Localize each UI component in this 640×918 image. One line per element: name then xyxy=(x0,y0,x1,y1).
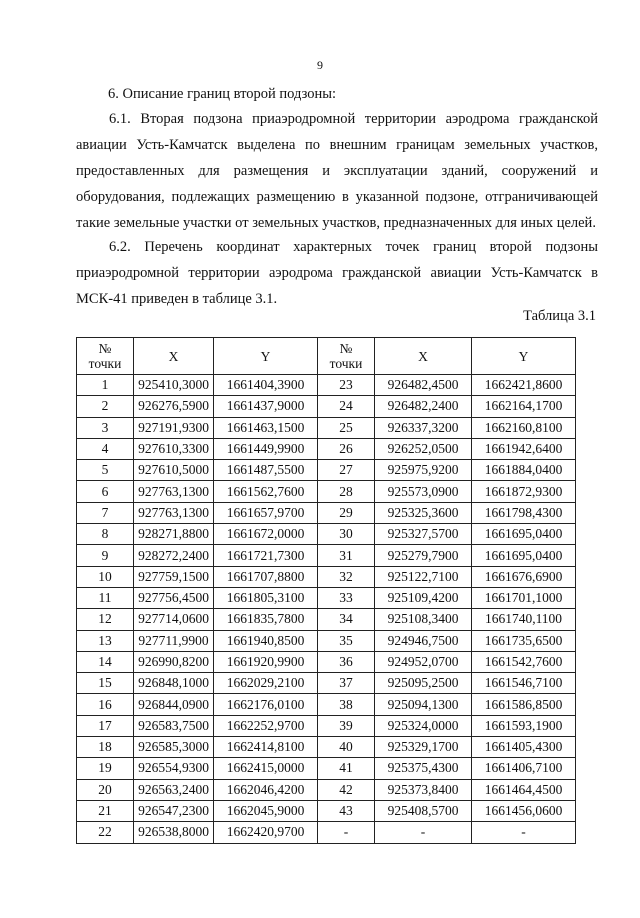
cell-y: 1661562,7600 xyxy=(214,481,318,502)
cell-point-number-2: 40 xyxy=(318,737,375,758)
table-row xyxy=(77,438,576,459)
cell-x-2: 926482,4500 xyxy=(375,375,472,396)
cell-y-2: 1661456,0600 xyxy=(472,800,576,821)
cell-point-number-2: 43 xyxy=(318,800,375,821)
cell-x-2: 925279,7900 xyxy=(375,545,472,566)
cell-y-2: 1661405,4300 xyxy=(472,737,576,758)
cell-point-number-2: 27 xyxy=(318,460,375,481)
cell-point-number: 8 xyxy=(77,524,134,545)
cell-x: 927759,1500 xyxy=(134,566,214,587)
header-x-2: X xyxy=(375,338,472,375)
cell-y-2: 1661942,6400 xyxy=(472,438,576,459)
cell-x: 927711,9900 xyxy=(134,630,214,651)
cell-x-2: 925408,5700 xyxy=(375,800,472,821)
cell-x: 927191,9300 xyxy=(134,417,214,438)
cell-x-2: - xyxy=(375,822,472,843)
cell-y: 1661487,5500 xyxy=(214,460,318,481)
table-row xyxy=(77,737,576,758)
cell-x: 927763,1300 xyxy=(134,502,214,523)
cell-point-number-2: 34 xyxy=(318,609,375,630)
cell-y-2: - xyxy=(472,822,576,843)
cell-x-2: 925975,9200 xyxy=(375,460,472,481)
cell-x: 928271,8800 xyxy=(134,524,214,545)
cell-point-number-2: - xyxy=(318,822,375,843)
table-row xyxy=(77,545,576,566)
cell-x: 928272,2400 xyxy=(134,545,214,566)
cell-point-number: 4 xyxy=(77,438,134,459)
cell-y-2: 1661798,4300 xyxy=(472,502,576,523)
cell-y-2: 1662164,1700 xyxy=(472,396,576,417)
header-num-label: точки xyxy=(329,356,363,371)
cell-y-2: 1661546,7100 xyxy=(472,673,576,694)
cell-point-number: 3 xyxy=(77,417,134,438)
cell-y-2: 1661872,9300 xyxy=(472,481,576,502)
cell-y-2: 1661542,7600 xyxy=(472,651,576,672)
table-row xyxy=(77,396,576,417)
cell-y: 1661940,8500 xyxy=(214,630,318,651)
cell-x-2: 924946,7500 xyxy=(375,630,472,651)
cell-point-number-2: 28 xyxy=(318,481,375,502)
cell-y-2: 1661701,1000 xyxy=(472,587,576,608)
cell-y: 1661404,3900 xyxy=(214,375,318,396)
cell-point-number-2: 23 xyxy=(318,375,375,396)
cell-point-number-2: 32 xyxy=(318,566,375,587)
table-row xyxy=(77,587,576,608)
header-y: Y xyxy=(214,338,318,375)
cell-y-2: 1661740,1100 xyxy=(472,609,576,630)
table-row xyxy=(77,758,576,779)
cell-y: 1661672,0000 xyxy=(214,524,318,545)
table-row xyxy=(77,694,576,715)
table-header-row xyxy=(77,338,576,375)
header-point-number-2 xyxy=(318,338,375,375)
cell-y: 1662415,0000 xyxy=(214,758,318,779)
cell-point-number-2: 29 xyxy=(318,502,375,523)
cell-point-number: 18 xyxy=(77,737,134,758)
table-row xyxy=(77,566,576,587)
cell-point-number: 11 xyxy=(77,587,134,608)
paragraph-6-2: 6.2. Перечень координат характерных точек границ второй подзоны приаэродромной территории аэродрома гражданской авиации Усть-Камчатск в МСК-41 приведен в таблице 3.1. xyxy=(76,239,598,307)
cell-x-2: 925095,2500 xyxy=(375,673,472,694)
cell-x-2: 926482,2400 xyxy=(375,396,472,417)
cell-y: 1662414,8100 xyxy=(214,737,318,758)
paragraph-6-1: 6.1. Вторая подзона приаэродромной территории аэродрома гражданской авиации Усть-Камчатск выделена по внешним границам земельных участков, предоставленных для размещения и эксплуатации зданий, сооружений и оборудования, подлежащих размещению в указанной подзоне, отграничивающей такие земельные участки от земельных участков, предназначенных для иных целей. xyxy=(76,111,598,231)
cell-point-number-2: 25 xyxy=(318,417,375,438)
cell-point-number: 5 xyxy=(77,460,134,481)
cell-point-number-2: 39 xyxy=(318,715,375,736)
cell-y: 1661721,7300 xyxy=(214,545,318,566)
cell-x: 926848,1000 xyxy=(134,673,214,694)
table-row xyxy=(77,524,576,545)
table-row xyxy=(77,822,576,843)
cell-x-2: 925329,1700 xyxy=(375,737,472,758)
cell-y: 1661463,1500 xyxy=(214,417,318,438)
cell-point-number-2: 38 xyxy=(318,694,375,715)
cell-point-number: 17 xyxy=(77,715,134,736)
cell-x: 926585,3000 xyxy=(134,737,214,758)
cell-y-2: 1661884,0400 xyxy=(472,460,576,481)
cell-y: 1661707,8800 xyxy=(214,566,318,587)
cell-point-number-2: 33 xyxy=(318,587,375,608)
cell-x-2: 926252,0500 xyxy=(375,438,472,459)
table-row xyxy=(77,673,576,694)
table-row xyxy=(77,800,576,821)
cell-x: 926844,0900 xyxy=(134,694,214,715)
cell-point-number-2: 36 xyxy=(318,651,375,672)
cell-y-2: 1661676,6900 xyxy=(472,566,576,587)
header-y-2: Y xyxy=(472,338,576,375)
table-row xyxy=(77,417,576,438)
cell-y: 1662420,9700 xyxy=(214,822,318,843)
table-caption: Таблица 3.1 xyxy=(523,308,596,324)
table-row xyxy=(77,651,576,672)
header-num-symbol: № xyxy=(98,341,112,356)
cell-point-number: 22 xyxy=(77,822,134,843)
cell-point-number: 13 xyxy=(77,630,134,651)
cell-point-number: 20 xyxy=(77,779,134,800)
cell-x: 927610,3300 xyxy=(134,438,214,459)
cell-point-number: 6 xyxy=(77,481,134,502)
cell-x-2: 925324,0000 xyxy=(375,715,472,736)
cell-point-number-2: 30 xyxy=(318,524,375,545)
cell-point-number: 2 xyxy=(77,396,134,417)
cell-x-2: 925375,4300 xyxy=(375,758,472,779)
cell-point-number: 10 xyxy=(77,566,134,587)
cell-y-2: 1662421,8600 xyxy=(472,375,576,396)
cell-x: 926538,8000 xyxy=(134,822,214,843)
cell-y: 1661449,9900 xyxy=(214,438,318,459)
cell-point-number: 21 xyxy=(77,800,134,821)
cell-y: 1662176,0100 xyxy=(214,694,318,715)
cell-x-2: 925109,4200 xyxy=(375,587,472,608)
cell-point-number-2: 37 xyxy=(318,673,375,694)
cell-x-2: 925122,7100 xyxy=(375,566,472,587)
cell-x-2: 925327,5700 xyxy=(375,524,472,545)
cell-y-2: 1662160,8100 xyxy=(472,417,576,438)
cell-y-2: 1661406,7100 xyxy=(472,758,576,779)
cell-x: 927756,4500 xyxy=(134,587,214,608)
cell-y: 1661657,9700 xyxy=(214,502,318,523)
table-row xyxy=(77,630,576,651)
header-num-label: точки xyxy=(88,356,122,371)
cell-x: 926990,8200 xyxy=(134,651,214,672)
header-x: X xyxy=(134,338,214,375)
cell-x-2: 925373,8400 xyxy=(375,779,472,800)
cell-x: 926547,2300 xyxy=(134,800,214,821)
cell-y: 1662045,9000 xyxy=(214,800,318,821)
cell-y-2: 1661695,0400 xyxy=(472,545,576,566)
cell-point-number: 19 xyxy=(77,758,134,779)
cell-y: 1661920,9900 xyxy=(214,651,318,672)
cell-y-2: 1661735,6500 xyxy=(472,630,576,651)
cell-x-2: 924952,0700 xyxy=(375,651,472,672)
table-row xyxy=(77,502,576,523)
coordinates-table xyxy=(76,337,576,844)
cell-y: 1662029,2100 xyxy=(214,673,318,694)
cell-x: 926554,9300 xyxy=(134,758,214,779)
cell-point-number-2: 24 xyxy=(318,396,375,417)
cell-point-number: 12 xyxy=(77,609,134,630)
cell-y: 1662252,9700 xyxy=(214,715,318,736)
page-number: 9 xyxy=(317,58,323,72)
cell-y-2: 1661593,1900 xyxy=(472,715,576,736)
cell-x-2: 925573,0900 xyxy=(375,481,472,502)
cell-point-number: 1 xyxy=(77,375,134,396)
cell-point-number-2: 35 xyxy=(318,630,375,651)
table-row xyxy=(77,460,576,481)
cell-point-number-2: 26 xyxy=(318,438,375,459)
cell-point-number: 16 xyxy=(77,694,134,715)
cell-x: 927714,0600 xyxy=(134,609,214,630)
cell-x-2: 925108,3400 xyxy=(375,609,472,630)
cell-point-number-2: 31 xyxy=(318,545,375,566)
cell-y-2: 1661695,0400 xyxy=(472,524,576,545)
cell-point-number-2: 42 xyxy=(318,779,375,800)
cell-x-2: 925094,1300 xyxy=(375,694,472,715)
cell-y-2: 1661586,8500 xyxy=(472,694,576,715)
cell-x: 927610,5000 xyxy=(134,460,214,481)
cell-y-2: 1661464,4500 xyxy=(472,779,576,800)
cell-x: 925410,3000 xyxy=(134,375,214,396)
cell-x: 926563,2400 xyxy=(134,779,214,800)
table-row xyxy=(77,779,576,800)
cell-point-number: 7 xyxy=(77,502,134,523)
cell-point-number: 14 xyxy=(77,651,134,672)
cell-x: 927763,1300 xyxy=(134,481,214,502)
table-row xyxy=(77,609,576,630)
cell-point-number: 15 xyxy=(77,673,134,694)
cell-y: 1661805,3100 xyxy=(214,587,318,608)
header-point-number xyxy=(77,338,134,375)
table-body xyxy=(77,375,576,844)
table-row xyxy=(77,481,576,502)
header-num-symbol: № xyxy=(339,341,353,356)
cell-x-2: 925325,3600 xyxy=(375,502,472,523)
cell-point-number: 9 xyxy=(77,545,134,566)
cell-x-2: 926337,3200 xyxy=(375,417,472,438)
section-heading: 6. Описание границ второй подзоны: xyxy=(108,86,336,102)
cell-y: 1661437,9000 xyxy=(214,396,318,417)
table-row xyxy=(77,715,576,736)
cell-y: 1662046,4200 xyxy=(214,779,318,800)
cell-y: 1661835,7800 xyxy=(214,609,318,630)
cell-point-number-2: 41 xyxy=(318,758,375,779)
table-row xyxy=(77,375,576,396)
cell-x: 926583,7500 xyxy=(134,715,214,736)
cell-x: 926276,5900 xyxy=(134,396,214,417)
